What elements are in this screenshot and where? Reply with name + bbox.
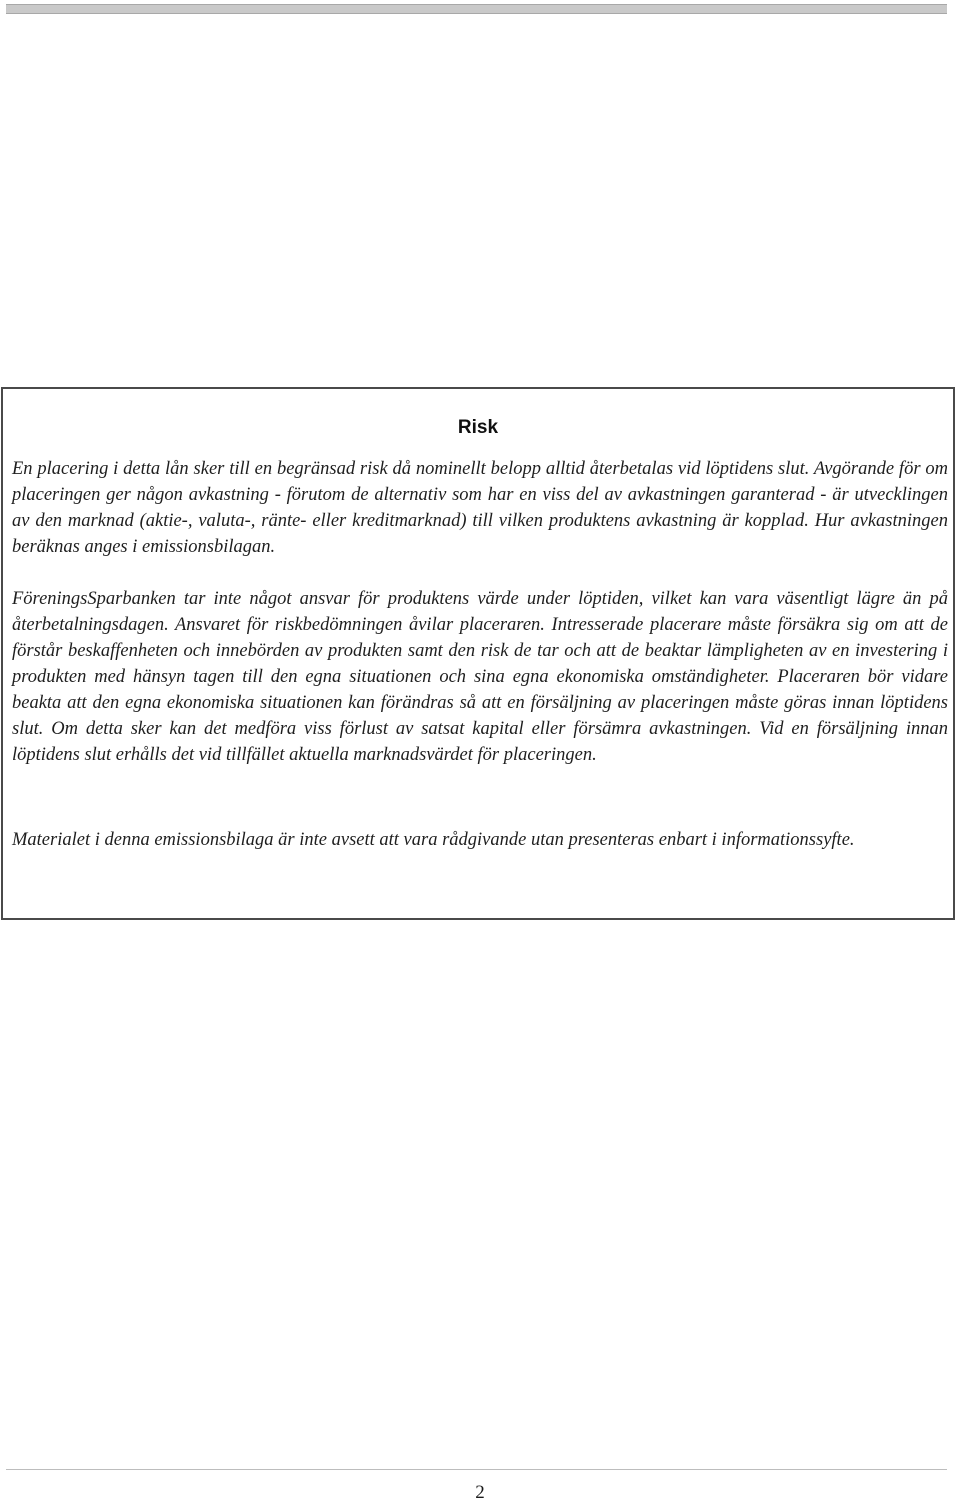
- risk-paragraph-1: En placering i detta lån sker till en begränsad risk då nominellt belopp alltid återbetalas vid löptidens slut. Avgörande för om placeringen ger någon avkastning - förutom de alternativ som har en viss del av avkastningen garanterad - är utvecklingen av den marknad (aktie-, valuta-, ränte- eller kreditmarknad) till vilken produktens avkastning är kopplad. Hur avkastningen beräknas anges i emissionsbilagan.: [12, 459, 948, 557]
- section-heading: Risk: [457, 417, 499, 438]
- risk-paragraph-2: FöreningsSparbanken tar inte något ansvar för produktens värde under löptiden, vilket kan vara väsentligt lägre än på återbetalningsdagen. Ansvaret för riskbedömningen åvilar placeraren. Intresserade placerare måste försäkra sig om att de förstår beskaffenheten och innebörden av produkten samt den risk de tar och att de beaktar lämpligheten av en investering i produkten med hänsyn tagen till den egna situationen och sina egna ekonomiska omständigheter. Placeraren bör vidare beakta att den egna ekonomiska situationen kan förändras så att en försäljning av placeringen måste göras innan löptidens slut. Om detta sker kan det medföra viss förlust av satsat kapital eller försämra avkastningen. Vid en försäljning innan löptidens slut erhålls det vid tillfället aktuella marknadsvärdet för placeringen.: [12, 589, 948, 765]
- risk-paragraph-3: Materialet i denna emissionsbilaga är inte avsett att vara rådgivande utan presenteras enbart i informationssyfte.: [12, 830, 855, 850]
- risk-section-box: [1, 387, 955, 920]
- footer-rule: [6, 1469, 947, 1470]
- header-rule: [6, 4, 947, 14]
- page-number: 2: [475, 1482, 485, 1503]
